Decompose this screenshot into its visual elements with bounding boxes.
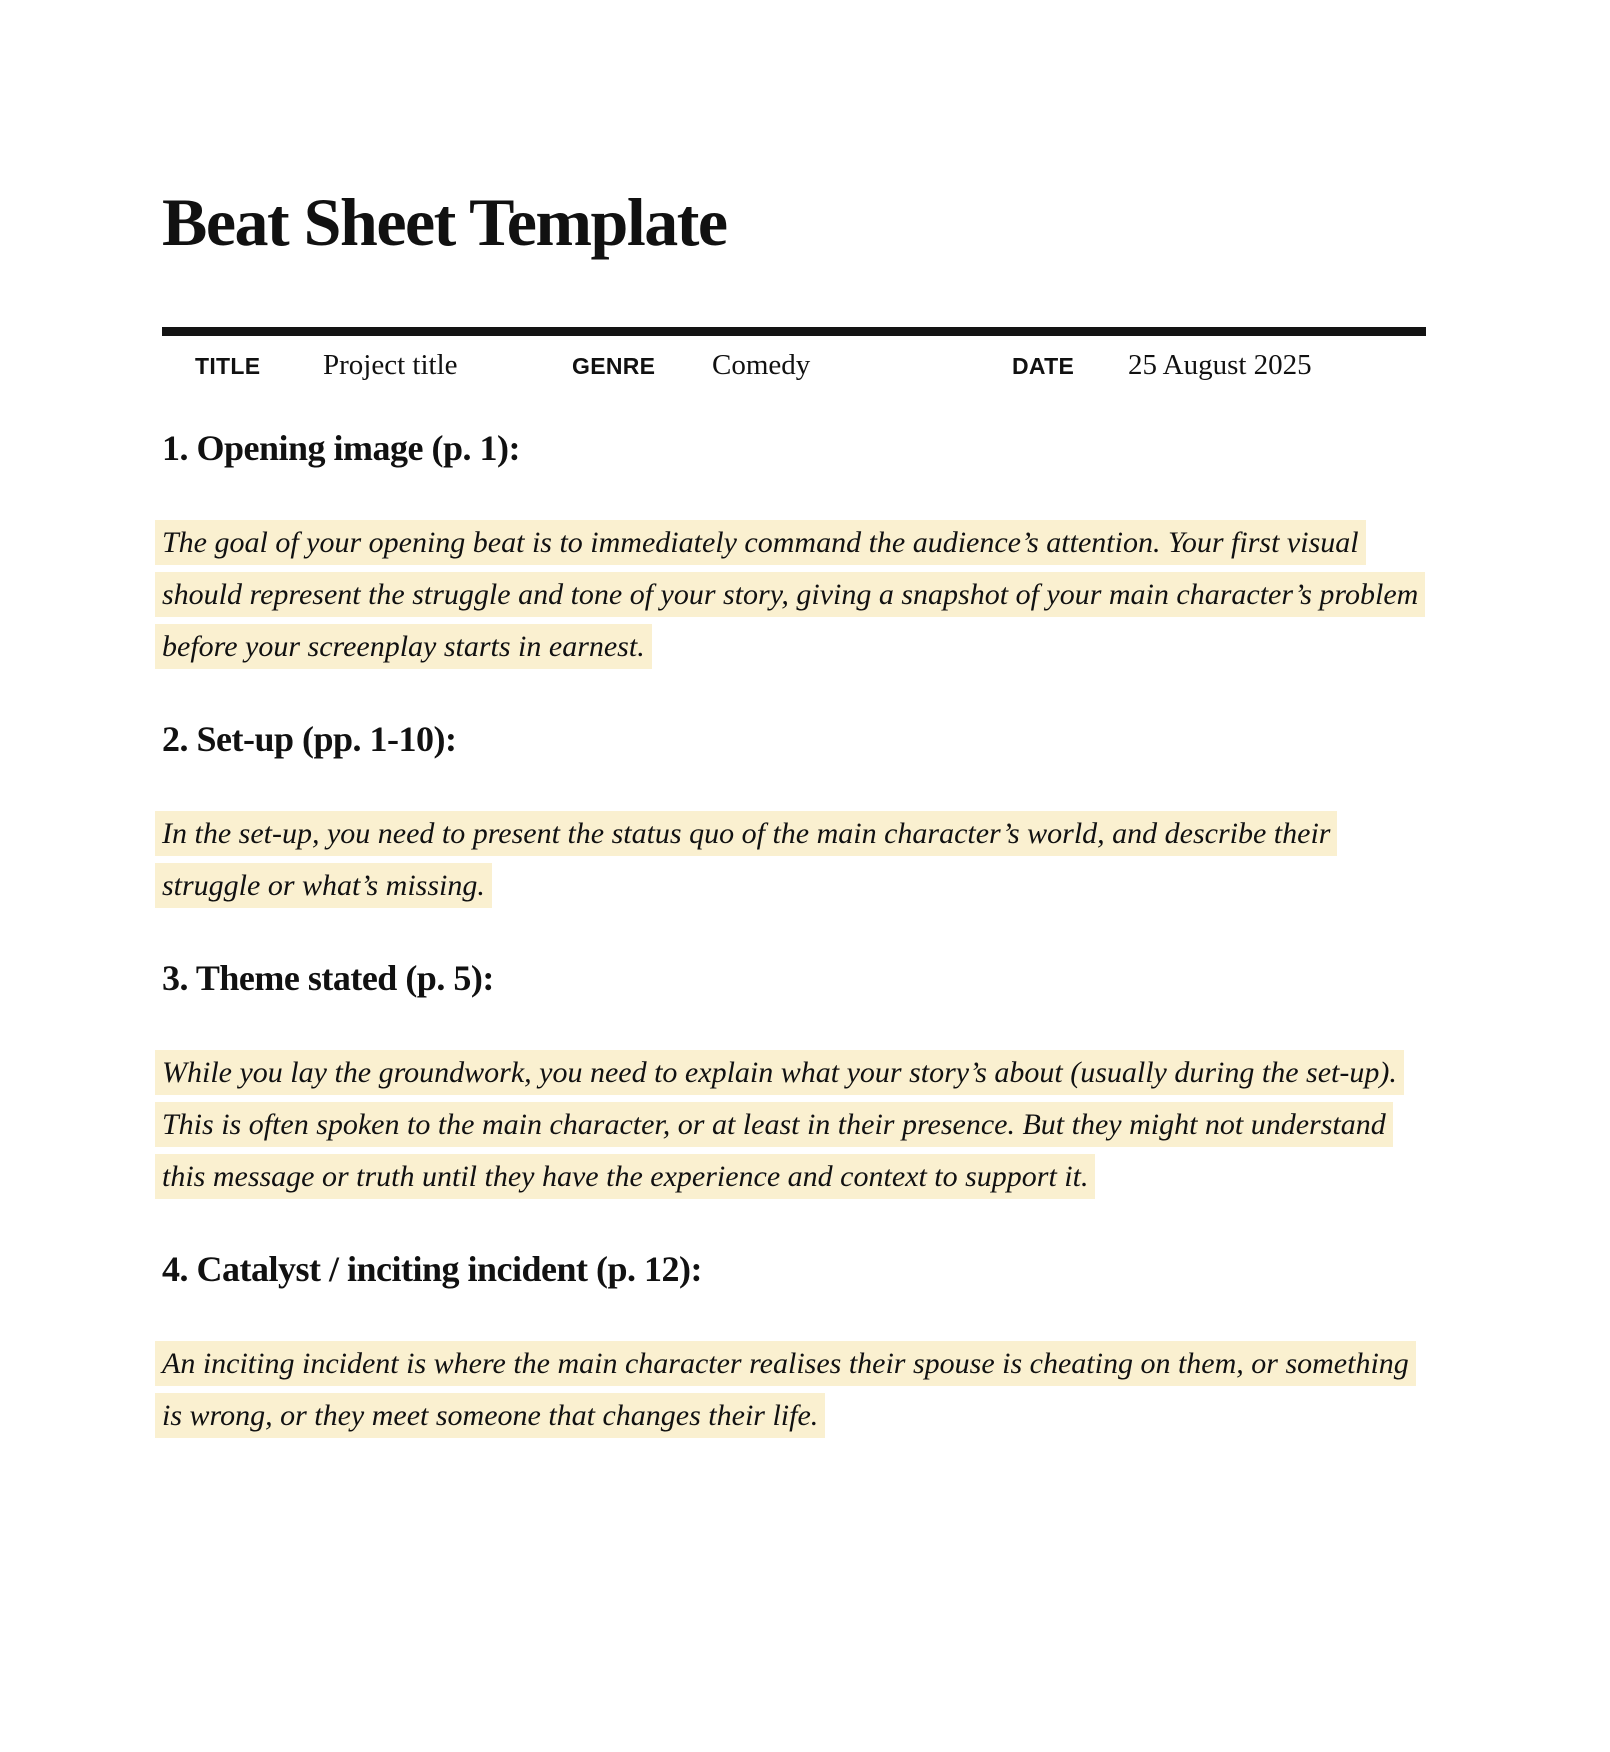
document-title: Beat Sheet Template: [162, 184, 727, 260]
highlighted-text: While you lay the groundwork, you need to explain what your story’s about (usually during the set-up). This is often spoken to the main character, or at least in their presence. But they might not understand this message or truth until they have the experience and context to support it.: [155, 1050, 1404, 1199]
highlighted-text: In the set-up, you need to present the status quo of the main character’s world, and describe their struggle or what’s missing.: [155, 811, 1337, 908]
section-heading: 3. Theme stated (p. 5):: [162, 958, 494, 998]
beat-section-theme-stated: [162, 956, 1426, 1203]
section-heading: 1. Opening image (p. 1):: [162, 428, 521, 468]
beat-section-set-up: [162, 717, 1426, 912]
meta-value-genre: Comedy: [712, 349, 811, 381]
highlighted-text: The goal of your opening beat is to immediately command the audience’s attention. Your first visual should represent the struggle and tone of your story, giving a snapshot of your main character’s problem before your screenplay starts in earnest.: [155, 520, 1425, 669]
section-body: [162, 517, 1426, 673]
meta-label-date: DATE: [1012, 353, 1075, 379]
meta-field-genre: [572, 349, 1012, 382]
meta-field-title: [195, 349, 572, 382]
section-body: [162, 1338, 1426, 1442]
meta-row: [162, 336, 1426, 382]
meta-label-title: TITLE: [195, 353, 261, 379]
section-body: [162, 1047, 1426, 1203]
beat-section-opening-image: [162, 426, 1426, 673]
meta-field-date: [1012, 349, 1312, 382]
highlighted-text: An inciting incident is where the main character realises their spouse is cheating on them, or something is wrong, or they meet someone that changes their life.: [155, 1341, 1416, 1438]
section-heading: 4. Catalyst / inciting incident (p. 12):: [162, 1249, 703, 1289]
beat-section-catalyst: [162, 1247, 1426, 1442]
section-body: [162, 808, 1426, 912]
meta-value-date: 25 August 2025: [1128, 349, 1312, 381]
meta-label-genre: GENRE: [572, 353, 656, 379]
section-heading: 2. Set-up (pp. 1-10):: [162, 719, 457, 759]
header-divider: [162, 327, 1426, 336]
meta-value-title: Project title: [323, 349, 458, 381]
